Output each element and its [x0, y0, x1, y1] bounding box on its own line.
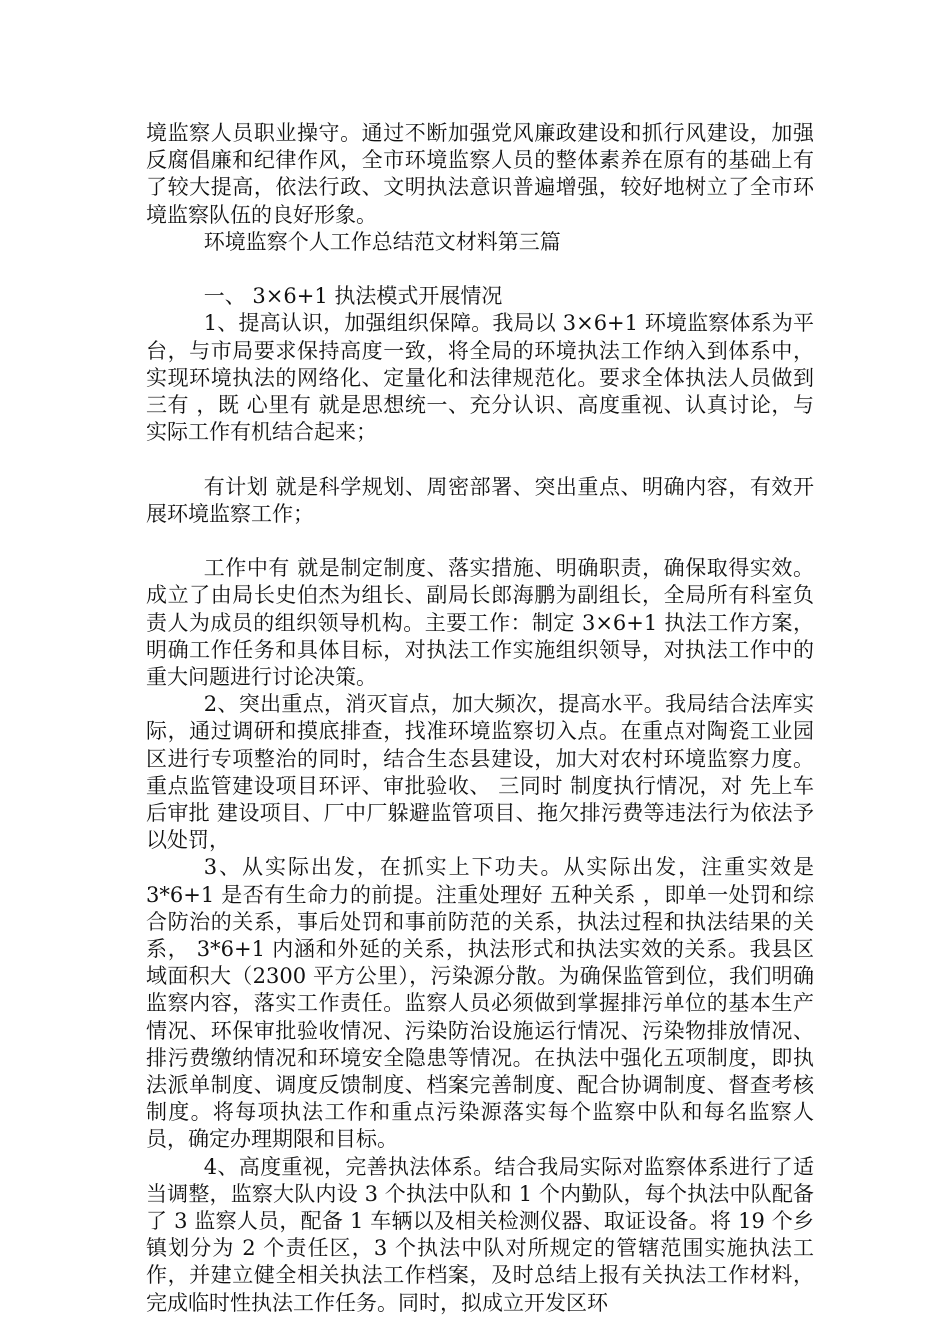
paragraph-continuation: 境监察人员职业操守。通过不断加强党风廉政建设和抓行风建设，加强反腐倡廉和纪律作风，全市环境监察人员的整体素养在原有的基础上有了较大提高，依法行政、文明执法意识普遍增强，较好地树立了全市环境监察队伍的良好形象。 — [146, 121, 814, 227]
paragraph-1: 1、提高认识，加强组织保障。我局以 3×6+1 环境监察体系为平台，与市局要求保持高度一致，将全局的环境执法工作纳入到体系中，实现环境执法的网络化、定量化和法律规范化。要求全体执法人员做到 三有 ，既 心里有 就是思想统一、充分认识、高度重视、认真讨论，与实际工作有机结合起来； — [146, 311, 814, 445]
document-page — [146, 120, 814, 1317]
article-title: 环境监察个人工作总结范文材料第三篇 — [203, 229, 561, 254]
paragraph-2: 2、突出重点，消灭盲点，加大频次，提高水平。我局结合法库实际，通过调研和摸底排查，找准环境监察切入点。在重点对陶瓷工业园区进行专项整治的同时，结合生态县建设，加大对农村环境监察力度。重点监管建设项目环评、审批验收、 三同时 制度执行情况，对 先上车后审批 建设项目、厂中厂躲避监管项目、拖欠排污费等违法行为依法予以处罚， — [146, 692, 814, 853]
paragraph-3: 3、从实际出发，在抓实上下功夫。从实际出发，注重实效是 3*6+1 是否有生命力的前提。注重处理好 五种关系 ，即单一处罚和综合防治的关系，事后处罚和事前防范的关系，执法过程和执法结果的关系， 3*6+1 内涵和外延的关系，执法形式和执法实效的关系。我县区域面积大（2300 平方公里），污染源分散。为确保监管到位，我们明确监察内容，落实工作责任。监察人员必须做到掌握排污单位的基本生产情况、环保审批验收情况、污染防治设施运行情况、污染物排放情况、排污费缴纳情况和环境安全隐患等情况。在执法中强化五项制度，即执法派单制度、调度反馈制度、档案完善制度、配合协调制度、督查考核制度。将每项执法工作和重点污染源落实每个监察中队和每名监察人员，确定办理期限和目标。 — [146, 855, 814, 1152]
section-heading: 一、 3×6+1 执法模式开展情况 — [203, 284, 503, 309]
paragraph-plan: 有计划 就是科学规划、周密部署、突出重点、明确内容，有效开展环境监察工作； — [146, 474, 814, 526]
paragraph-4: 4、高度重视，完善执法体系。结合我局实际对监察体系进行了适当调整，监察大队内设 3 个执法中队和 1 个内勤队，每个执法中队配备了 3 监察人员，配备 1 车辆以及相关检测仪器、取证设备。将 19 个乡镇划分为 2 个责任区，3 个执法中队对所规定的管辖范围实施执法工作，并建立健全相关执法工作档案，及时总结上报有关执法工作材料，完成临时性执法工作任务。同时，拟成立开发区环 — [146, 1154, 814, 1315]
paragraph-work: 工作中有 就是制定制度、落实措施、明确职责，确保取得实效。成立了由局长史伯杰为组长、副局长郎海鹏为副组长，全局所有科室负责人为成员的组织领导机构。主要工作：制定 3×6+1 执法工作方案，明确工作任务和具体目标，对执法工作实施组织领导，对执法工作中的重大问题进行讨论决策。 — [146, 556, 814, 690]
